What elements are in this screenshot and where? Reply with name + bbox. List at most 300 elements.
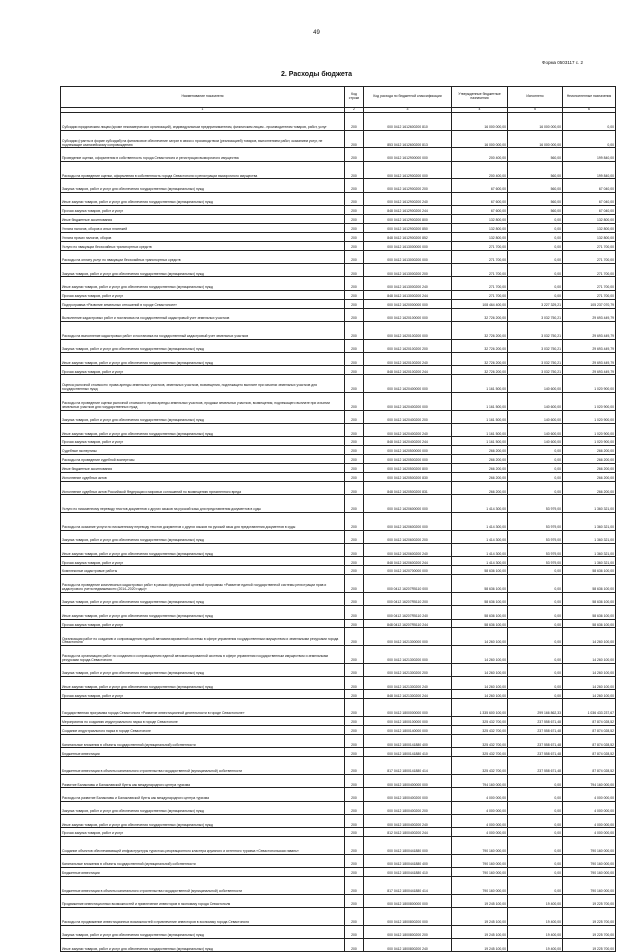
header-approved: Утвержденные бюджетные назначения [452,87,508,108]
row-unexecuted: 19 225 700,00 [563,894,616,907]
row-approved: 1 414 300,00 [452,543,508,556]
row-executed: 0,00 [508,837,563,855]
row-name: Закупка товаров, работ и услуг для обеспечения государственных (муниципальных) нужд [61,925,345,938]
row-approved: 200 400,00 [452,148,508,161]
form-code: Форма 0503117 с. 2 [542,60,583,65]
row-approved: 4 000 000,00 [452,814,508,827]
row-line-code: 200 [345,410,364,423]
table-row [61,366,616,375]
row-line-code: 200 [345,223,364,232]
row-unexecuted: 58 636 100,00 [563,566,616,575]
row-name: Иные бюджетные ассигнования [61,464,345,473]
row-classification-code: 853 0412 1612600200 813 [364,130,452,148]
row-name: Уплата налогов, сборов и иных платежей [61,223,345,232]
column-number: 1 [61,108,345,113]
row-approved: 14 260 100,00 [452,646,508,664]
table-row [61,939,616,952]
row-executed: 3 032 750,21 [508,321,563,339]
row-classification-code: 000 0412 16207R5110 240 [364,606,452,619]
row-executed: 19 400,00 [508,925,563,938]
header-line-code: Код строки [345,87,364,108]
column-number: 5 [508,108,563,113]
row-name: Комплексные кадастровые работы [61,566,345,575]
row-line-code: 200 [345,481,364,494]
row-name: Закупка товаров, работ и услуг для обеспечения государственных (муниципальных) нужд [61,339,345,352]
table-row [61,277,616,290]
row-line-code: 200 [345,774,364,787]
row-executed: 560,00 [508,179,563,192]
row-approved: 271 700,00 [452,264,508,277]
row-name: Судебные экспертизы [61,446,345,455]
row-unexecuted: 105 237 070,79 [563,299,616,308]
row-unexecuted: 1 360 321,00 [563,530,616,543]
table-row [61,495,616,513]
row-name: Расходы на проведение комплексных кадастровых работ в рамках федеральной целевой программы «Развитие единой государственной системы регистрации прав и кадастрового учета недвижимости (2014–2020 годы)» [61,575,345,593]
row-unexecuted: 1 020 900,00 [563,375,616,393]
table-row [61,481,616,494]
row-name: Расходы на продвижение инвестиционных возможностей и привлечение инвесторов в экономику города Севастополя [61,908,345,926]
row-approved: 271 700,00 [452,277,508,290]
row-line-code: 200 [345,192,364,205]
row-executed: 0,00 [508,663,563,676]
column-number: 6 [563,108,616,113]
table-row [61,801,616,814]
row-line-code: 200 [345,339,364,352]
table-row [61,437,616,446]
row-approved: 32 726 200,00 [452,339,508,352]
row-approved: 790 160 000,00 [452,854,508,867]
row-executed: 140 600,00 [508,423,563,436]
table-row [61,814,616,827]
row-classification-code: 000 0412 1620600000 000 [364,495,452,513]
row-unexecuted: 58 636 100,00 [563,592,616,605]
table-row [61,690,616,699]
row-approved: 266 200,00 [452,481,508,494]
row-name: Прочая закупка товаров, работ и услуг [61,437,345,446]
row-executed: 140 600,00 [508,410,563,423]
table-row [61,557,616,566]
row-classification-code: 000 0412 1620600200 240 [364,543,452,556]
row-unexecuted: 132 800,00 [563,223,616,232]
row-line-code: 200 [345,646,364,664]
row-unexecuted: 4 000 000,00 [563,801,616,814]
row-executed: 0,00 [508,606,563,619]
row-approved: 1 414 300,00 [452,495,508,513]
row-name: Прочая закупка товаров, работ и услуг [61,619,345,628]
row-unexecuted: 87 874 028,52 [563,717,616,726]
row-classification-code: 000 0412 1800400200 200 [364,801,452,814]
row-classification-code: 000 0412 1800441880 000 [364,837,452,855]
row-line-code: 200 [345,472,364,481]
row-name: Развитие Балаклавы и Балаклавской бухты как международного центра туризма [61,774,345,787]
row-classification-code: 812 0412 1800400200 244 [364,828,452,837]
row-classification-code: 000 0412 1620600200 000 [364,512,452,530]
row-name: Расходы на выполнение кадастровых работ и постановка на государственный кадастровый учет земельных участков [61,321,345,339]
row-approved: 1 161 500,00 [452,423,508,436]
row-approved: 1 161 500,00 [452,410,508,423]
row-line-code: 200 [345,241,364,250]
row-executed: 0,00 [508,801,563,814]
row-executed: 237 558 671,48 [508,726,563,735]
table-row [61,726,616,735]
row-classification-code: 848 0412 1620600200 244 [364,557,452,566]
row-classification-code: 000 0412 1621300200 000 [364,646,452,664]
row-name: Бюджетные инвестиции в объекты капитального строительства государственной (муниципальной) собственности [61,877,345,895]
row-name: Капитальные вложения в объекты государственной (муниципальной) собственности [61,734,345,747]
row-name: Закупка товаров, работ и услуг для обеспечения государственных (муниципальных) нужд [61,179,345,192]
row-line-code: 200 [345,592,364,605]
row-line-code: 200 [345,801,364,814]
row-unexecuted: 271 700,00 [563,277,616,290]
row-unexecuted: 266 200,00 [563,481,616,494]
row-line-code: 200 [345,375,364,393]
column-number: 3 [364,108,452,113]
row-line-code: 200 [345,575,364,593]
row-classification-code: 000 0412 1620500200 830 [364,472,452,481]
row-classification-code: 000 0412 1613000200 240 [364,277,452,290]
row-executed: 0,00 [508,774,563,787]
row-name: Иные закупки товаров, работ и услуг для обеспечения государственных (муниципальных) нужд [61,606,345,619]
row-executed: 0,00 [508,232,563,241]
row-classification-code: 000 0412 1613000200 200 [364,264,452,277]
row-executed: 299 166 862,33 [508,699,563,717]
row-name: Иные закупки товаров, работ и услуг для обеспечения государственных (муниципальных) нужд [61,543,345,556]
row-approved: 14 260 100,00 [452,663,508,676]
row-approved: 1 414 300,00 [452,512,508,530]
row-approved: 58 636 100,00 [452,619,508,628]
row-name: Выполнение кадастровых работ и постановка на государственный кадастровый учет земельных участков [61,308,345,321]
row-unexecuted: 67 040,00 [563,192,616,205]
row-classification-code: 000 0412 1620400000 000 [364,375,452,393]
row-classification-code: 000 0412 1620000000 000 [364,299,452,308]
row-line-code: 200 [345,495,364,513]
row-executed: 560,00 [508,192,563,205]
row-approved: 325 432 700,00 [452,748,508,757]
table-row [61,677,616,690]
row-classification-code: 000 0412 1620100200 000 [364,321,452,339]
row-name: Субсидии юридическим лицам (кроме некоммерческих организаций), индивидуальным предпринимателям, физическим лицам - производителям товаров, работ, услуг [61,113,345,131]
row-executed: 3 032 750,21 [508,339,563,352]
row-executed: 0,00 [508,868,563,877]
row-line-code: 200 [345,925,364,938]
row-approved: 4 000 000,00 [452,801,508,814]
row-name: Закупка товаров, работ и услуг для обеспечения государственных (муниципальных) нужд [61,530,345,543]
row-executed: 19 400,00 [508,939,563,952]
row-unexecuted: 132 800,00 [563,214,616,223]
row-executed: 237 558 671,48 [508,748,563,757]
row-executed: 3 032 750,21 [508,352,563,365]
row-executed: 237 558 671,48 [508,717,563,726]
row-unexecuted: 199 840,00 [563,161,616,179]
row-line-code: 200 [345,717,364,726]
row-approved: 58 636 100,00 [452,606,508,619]
row-unexecuted: 58 636 100,00 [563,606,616,619]
row-name: Закупка товаров, работ и услуг для обеспечения государственных (муниципальных) нужд [61,410,345,423]
row-name: Прочая закупка товаров, работ и услуг [61,690,345,699]
row-approved: 790 160 000,00 [452,868,508,877]
table-row [61,628,616,646]
row-line-code: 200 [345,250,364,263]
row-executed: 53 979,00 [508,512,563,530]
row-unexecuted: 29 693 449,79 [563,308,616,321]
row-line-code: 200 [345,455,364,464]
row-approved: 32 726 200,00 [452,366,508,375]
row-approved: 1 161 500,00 [452,375,508,393]
row-unexecuted: 132 800,00 [563,232,616,241]
row-executed: 19 400,00 [508,894,563,907]
row-unexecuted: 58 636 100,00 [563,619,616,628]
row-line-code: 200 [345,606,364,619]
row-line-code: 200 [345,130,364,148]
row-unexecuted: 1 360 321,00 [563,543,616,556]
row-name: Иные закупки товаров, работ и услуг для обеспечения государственных (муниципальных) нужд [61,814,345,827]
row-unexecuted: 29 693 449,79 [563,339,616,352]
row-line-code: 200 [345,290,364,299]
row-line-code: 200 [345,734,364,747]
row-unexecuted: 271 700,00 [563,241,616,250]
row-classification-code: 000 0412 1620400200 240 [364,423,452,436]
row-name: Создание объектов обеспечивающей инфраструктуры туристско-рекреационного кластера круизного и яхтенного туризма «Севастопольская гавань» [61,837,345,855]
row-name: Субсидии (гранты в форме субсидий) на финансовое обеспечение затрат в связи с производством (реализацией) товаров, выполнением работ, оказанием услуг, не подлежащие казначейскому сопровождению [61,130,345,148]
row-unexecuted: 1 020 900,00 [563,392,616,410]
row-classification-code: 000 0412 1800000000 000 [364,699,452,717]
row-executed: 0,00 [508,628,563,646]
row-approved: 1 414 300,00 [452,557,508,566]
row-approved: 4 000 000,00 [452,828,508,837]
table-row [61,854,616,867]
table-row [61,646,616,664]
row-line-code: 200 [345,854,364,867]
row-classification-code: 000 0412 1612600200 810 [364,113,452,131]
row-unexecuted: 19 225 700,00 [563,925,616,938]
row-line-code: 200 [345,392,364,410]
row-unexecuted: 266 200,00 [563,464,616,473]
row-unexecuted: 14 260 100,00 [563,663,616,676]
row-classification-code: 000 0412 1620100000 000 [364,308,452,321]
row-unexecuted: 14 260 100,00 [563,646,616,664]
row-approved: 266 200,00 [452,472,508,481]
row-line-code: 200 [345,566,364,575]
table-body [61,113,616,952]
row-unexecuted: 87 874 028,52 [563,748,616,757]
row-approved: 271 700,00 [452,290,508,299]
row-classification-code: 000 0412 1612900200 200 [364,179,452,192]
row-approved: 67 600,00 [452,192,508,205]
row-name: Иные закупки товаров, работ и услуг для обеспечения государственных (муниципальных) нужд [61,352,345,365]
row-approved: 19 245 100,00 [452,908,508,926]
row-line-code: 200 [345,908,364,926]
row-approved: 67 600,00 [452,206,508,215]
row-line-code: 200 [345,748,364,757]
row-approved: 132 800,00 [452,232,508,241]
row-unexecuted: 29 693 449,79 [563,352,616,365]
row-line-code: 200 [345,619,364,628]
row-classification-code: 000 0412 16207R5110 200 [364,592,452,605]
row-unexecuted: 19 225 700,00 [563,939,616,952]
table-row [61,543,616,556]
table-row [61,894,616,907]
row-line-code: 200 [345,148,364,161]
row-unexecuted: 14 260 100,00 [563,628,616,646]
row-classification-code: 000 0412 1800400200 000 [364,788,452,801]
row-classification-code: 000 0412 1620500000 000 [364,446,452,455]
row-unexecuted: 1 360 321,00 [563,557,616,566]
row-approved: 325 432 700,00 [452,717,508,726]
row-classification-code: 848 0412 1613000200 244 [364,290,452,299]
row-classification-code: 000 0412 1612900200 850 [364,223,452,232]
row-name: Бюджетные инвестиции в объекты капитального строительства государственной (муниципальной) собственности [61,757,345,775]
row-name: Расходы на развитие Балаклавы и Балаклавской бухты как международного центра туризма [61,788,345,801]
table-row [61,925,616,938]
row-name: Иные закупки товаров, работ и услуг для обеспечения государственных (муниципальных) нужд [61,277,345,290]
row-approved: 266 200,00 [452,446,508,455]
row-line-code: 200 [345,690,364,699]
row-line-code: 200 [345,877,364,895]
table-row [61,299,616,308]
row-executed: 0,00 [508,828,563,837]
row-executed: 0,00 [508,214,563,223]
row-unexecuted: 271 700,00 [563,250,616,263]
row-line-code: 200 [345,814,364,827]
table-row [61,250,616,263]
row-line-code: 200 [345,179,364,192]
row-classification-code: 000 0412 1612900200 000 [364,161,452,179]
row-approved: 58 636 100,00 [452,592,508,605]
row-classification-code: 000 0412 1621300200 200 [364,663,452,676]
row-line-code: 200 [345,788,364,801]
row-name: Капитальные вложения в объекты государственной (муниципальной) собственности [61,854,345,867]
table-row [61,699,616,717]
row-approved: 14 260 100,00 [452,628,508,646]
row-executed: 0,00 [508,223,563,232]
row-executed: 0,00 [508,575,563,593]
header-name: Наименование показателя [61,87,345,108]
row-approved: 325 432 700,00 [452,757,508,775]
row-unexecuted: 1 020 900,00 [563,423,616,436]
row-classification-code: 848 0412 1612900200 244 [364,206,452,215]
table-row [61,606,616,619]
row-classification-code: 000 0412 1612900200 800 [364,214,452,223]
row-unexecuted: 1 020 900,00 [563,437,616,446]
row-executed: 0,00 [508,592,563,605]
row-name: Прочая закупка товаров, работ и услуг [61,828,345,837]
row-executed: 0,00 [508,619,563,628]
row-line-code: 200 [345,530,364,543]
row-name: Расходы на организацию работ по созданию и сопровождению единой автоматизированной системы в сфере управления государственным имуществом и земельными ресурсами города Севастополя [61,646,345,664]
row-name: Закупка товаров, работ и услуг для обеспечения государственных (муниципальных) нужд [61,592,345,605]
page-number: 49 [313,30,320,36]
table-row [61,575,616,593]
row-classification-code: 000 0412 1800800200 240 [364,939,452,952]
header-classification-code: Код расхода по бюджетной классификации [364,87,452,108]
row-executed: 140 600,00 [508,437,563,446]
row-approved: 271 700,00 [452,241,508,250]
row-executed: 0,00 [508,646,563,664]
row-unexecuted: 87 874 028,52 [563,726,616,735]
table-row [61,410,616,423]
expenses-table [60,86,616,952]
row-line-code: 200 [345,113,364,131]
table-row [61,512,616,530]
row-name: Бюджетные инвестиции [61,748,345,757]
row-approved: 16 000 000,00 [452,113,508,131]
table-row [61,290,616,299]
row-unexecuted: 58 636 100,00 [563,575,616,593]
column-number: 2 [345,108,364,113]
row-line-code: 200 [345,512,364,530]
table-row [61,748,616,757]
row-name: Закупка товаров, работ и услуг для обеспечения государственных (муниципальных) нужд [61,663,345,676]
row-classification-code: 817 0412 1800441880 414 [364,877,452,895]
table-row [61,788,616,801]
row-approved: 1 335 600 100,00 [452,699,508,717]
row-executed: 0,00 [508,566,563,575]
table-row [61,161,616,179]
row-executed: 0,00 [508,446,563,455]
row-name: Иные закупки товаров, работ и услуг для обеспечения государственных (муниципальных) нужд [61,423,345,436]
row-unexecuted: 1 020 900,00 [563,410,616,423]
row-approved: 58 636 100,00 [452,566,508,575]
row-classification-code: 000 0412 1612900200 240 [364,192,452,205]
row-line-code: 200 [345,232,364,241]
row-classification-code: 848 0412 1620500200 831 [364,481,452,494]
row-classification-code: 000 0412 1800400000 000 [364,774,452,787]
table-row [61,566,616,575]
row-name: Прочая закупка товаров, работ и услуг [61,557,345,566]
row-approved: 16 000 000,00 [452,130,508,148]
row-approved: 32 726 200,00 [452,321,508,339]
table-row [61,179,616,192]
row-name: Уплата прочих налогов, сборов [61,232,345,241]
table-row [61,757,616,775]
row-approved: 325 432 700,00 [452,734,508,747]
row-line-code: 200 [345,628,364,646]
row-executed: 0,00 [508,277,563,290]
row-name: Подпрограмма «Развитие земельных отношений в городе Севастополе» [61,299,345,308]
row-executed: 19 400,00 [508,908,563,926]
row-executed: 16 000 000,00 [508,113,563,131]
row-executed: 140 600,00 [508,392,563,410]
row-unexecuted: 1 360 321,00 [563,512,616,530]
row-name: Мероприятия по созданию индустриального парка в городе Севастополе [61,717,345,726]
row-classification-code: 848 0412 1620100200 244 [364,366,452,375]
table-row [61,774,616,787]
row-classification-code: 000 0412 1800800200 000 [364,908,452,926]
row-classification-code: 000 0412 1800800200 200 [364,925,452,938]
table-row [61,734,616,747]
row-classification-code: 000 0412 16207R5110 000 [364,575,452,593]
row-line-code: 200 [345,366,364,375]
row-classification-code: 848 0412 1620400200 244 [364,437,452,446]
row-unexecuted: 0,00 [563,130,616,148]
row-executed: 16 000 000,00 [508,130,563,148]
row-classification-code: 000 0412 1620100200 200 [364,339,452,352]
table-row [61,113,616,131]
row-unexecuted: 14 260 100,00 [563,690,616,699]
table-row [61,241,616,250]
row-executed: 237 558 671,48 [508,734,563,747]
row-approved: 1 414 300,00 [452,530,508,543]
row-unexecuted: 266 200,00 [563,446,616,455]
row-executed: 0,00 [508,264,563,277]
row-line-code: 200 [345,299,364,308]
row-approved: 67 600,00 [452,179,508,192]
row-approved: 19 245 100,00 [452,939,508,952]
row-executed: 0,00 [508,472,563,481]
row-approved: 4 000 000,00 [452,788,508,801]
row-classification-code: 000 0412 1613000200 000 [364,250,452,263]
column-number: 4 [452,108,508,113]
